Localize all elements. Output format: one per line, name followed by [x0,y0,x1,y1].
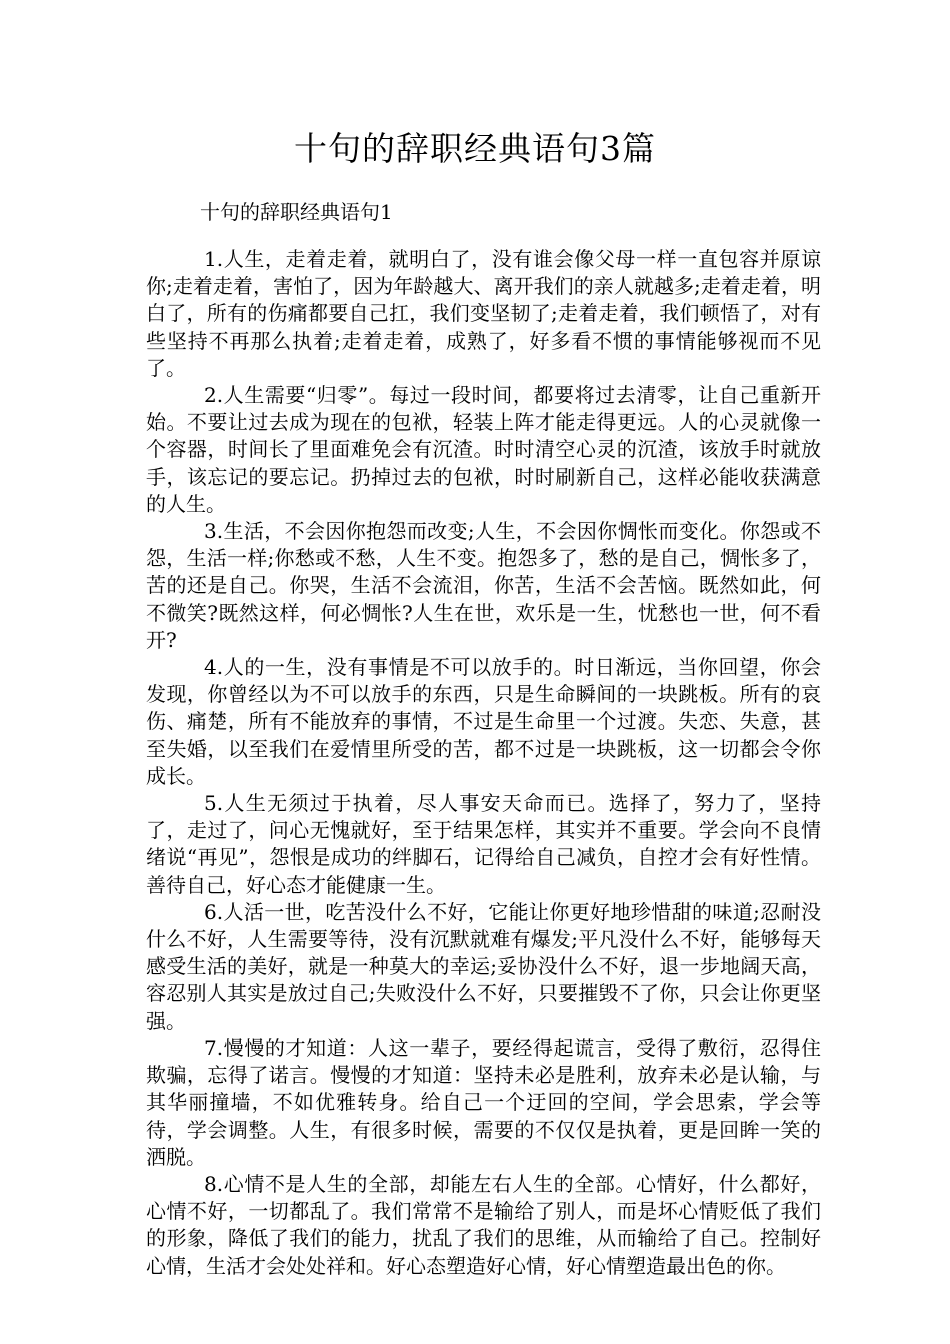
paragraph-3: 3.生活，不会因你抱怨而改变;人生，不会因你惆怅而变化。你怨或不怨，生活一样;你愁或不愁，人生不变。抱怨多了，愁的是自己，惆怅多了，苦的还是自己。你哭，生活不会流泪，你苦，生活不会苦恼。既然如此，何不微笑?既然这样，何必惆怅?人生在世，欢乐是一生，忧愁也一世，何不看开? [146,519,821,652]
paragraph-8: 8.心情不是人生的全部，却能左右人生的全部。心情好，什么都好，心情不好，一切都乱了。我们常常不是输给了别人，而是坏心情贬低了我们的形象，降低了我们的能力，扰乱了我们的思维，从而输给了自己。控制好心情，生活才会处处祥和。好心态塑造好心情，好心情塑造最出色的你。 [146,1171,821,1278]
body-text [146,246,821,1280]
document-title: 十句的辞职经典语句3篇 [294,129,656,168]
paragraph-1: 1.人生，走着走着，就明白了，没有谁会像父母一样一直包容并原谅你;走着走着，害怕了，因为年龄越大、离开我们的亲人就越多;走着走着，明白了，所有的伤痛都要自己扛，我们变坚韧了;走着走着，我们顿悟了，对有些坚持不再那么执着;走着走着，成熟了，好多看不惯的事情能够视而不见了。 [146,247,821,380]
paragraph-4: 4.人的一生，没有事情是不可以放手的。时日渐远，当你回望，你会发现，你曾经以为不可以放手的东西，只是生命瞬间的一块跳板。所有的哀伤、痛楚，所有不能放弃的事情，不过是生命里一个过渡。失恋、失意，甚至失婚，以至我们在爱情里所受的苦，都不过是一块跳板，这一切都会令你成长。 [146,655,821,788]
paragraph-7: 7.慢慢的才知道：人这一辈子，要经得起谎言，受得了敷衍，忍得住欺骗，忘得了诺言。慢慢的才知道：坚持未必是胜利，放弃未必是认输，与其华丽撞墙，不如优雅转身。给自己一个迂回的空间，学会思索，学会等待，学会调整。人生，有很多时候，需要的不仅仅是执着，更是回眸一笑的洒脱。 [146,1035,821,1169]
paragraph-2: 2.人生需要“归零”。每过一段时间，都要将过去清零，让自己重新开始。不要让过去成为现在的包袱，轻装上阵才能走得更远。人的心灵就像一个容器，时间长了里面难免会有沉渣。时时清空心灵的沉渣，该放手时就放手，该忘记的要忘记。扔掉过去的包袱，时时刷新自己，这样必能收获满意的人生。 [146,383,821,516]
paragraph-5: 5.人生无须过于执着，尽人事安天命而已。选择了，努力了，坚持了，走过了，问心无愧就好，至于结果怎样，其实并不重要。学会向不良情绪说“再见”，怨恨是成功的绊脚石，记得给自己减负，自控才会有好性情。善待自己，好心态才能健康一生。 [146,791,821,897]
paragraph-6: 6.人活一世，吃苦没什么不好，它能让你更好地珍惜甜的味道;忍耐没什么不好，人生需要等待，没有沉默就难有爆发;平凡没什么不好，能够每天感受生活的美好，就是一种莫大的幸运;妥协没什么不好，退一步地阔天高，容忍别人其实是放过自己;失败没什么不好，只要摧毁不了你，只会让你更坚强。 [146,899,821,1033]
section-heading: 十句的辞职经典语句1 [200,200,393,224]
